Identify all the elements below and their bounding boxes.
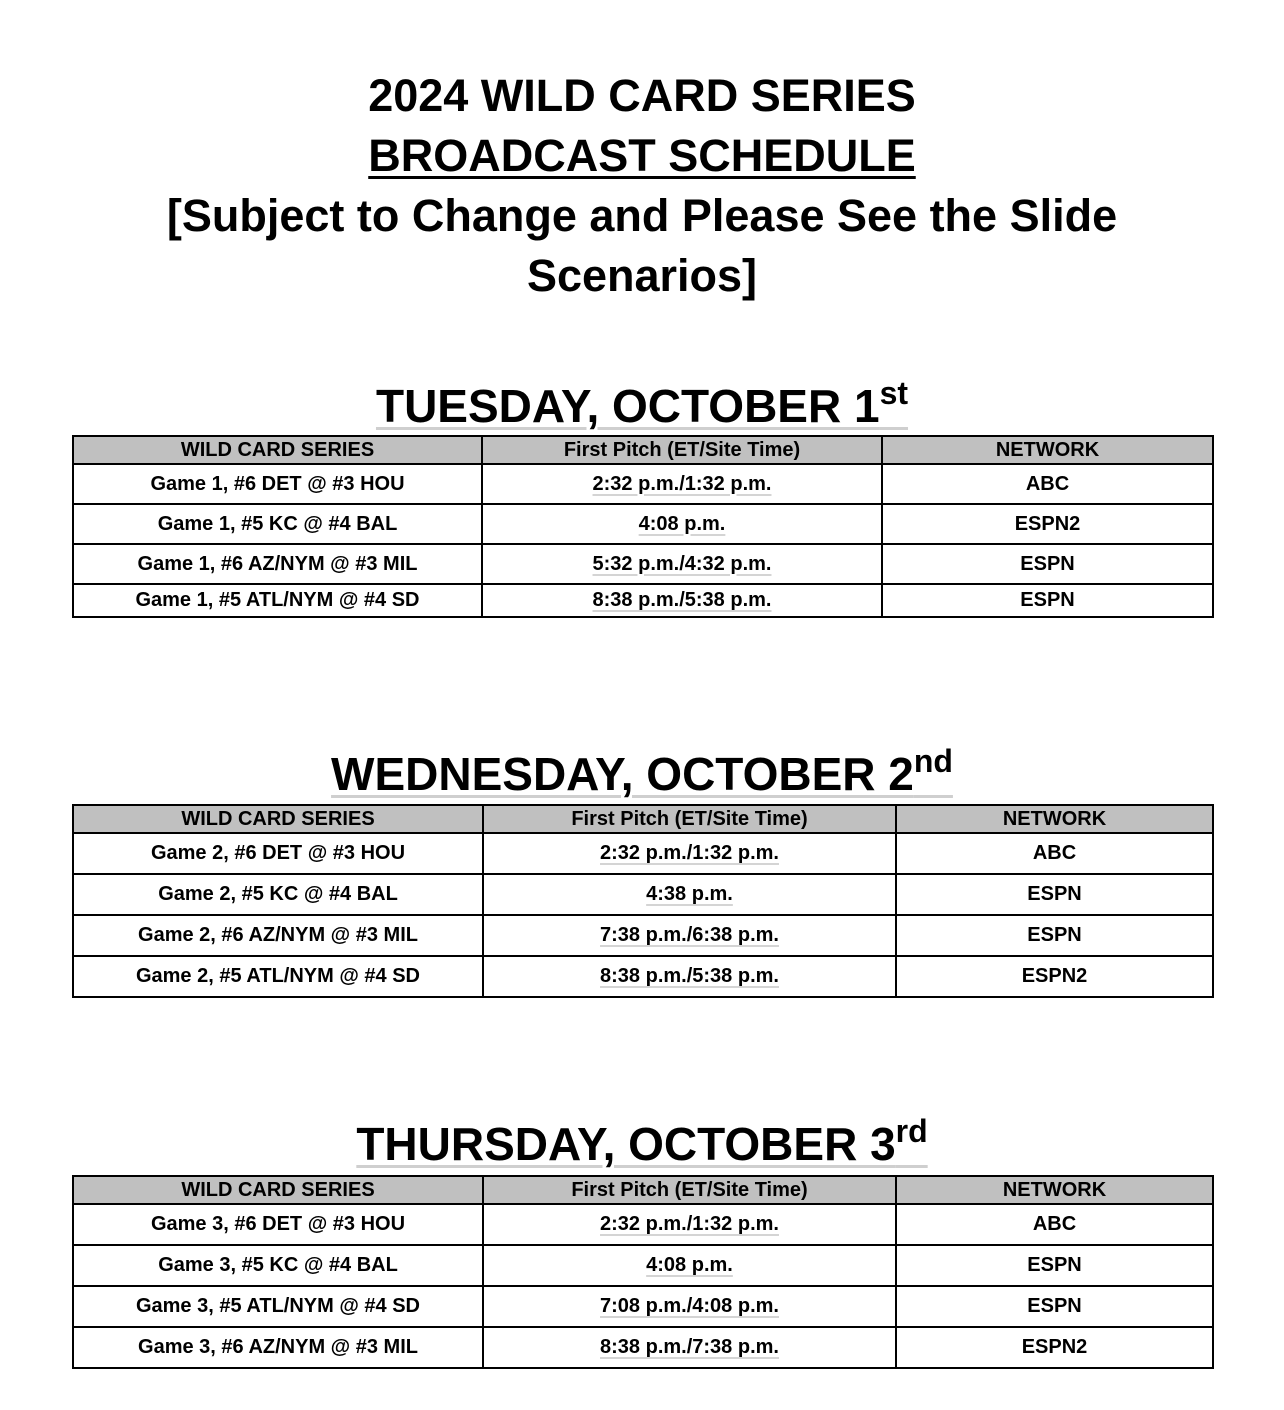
table-row — [73, 874, 1213, 915]
column-header-network: NETWORK — [882, 436, 1213, 464]
network-cell: ESPN — [882, 584, 1213, 617]
schedule-table-wednesday — [72, 804, 1214, 998]
day-heading-label: TUESDAY, OCTOBER 1 — [375, 380, 880, 432]
time-value: 4:08 p.m. — [646, 1254, 733, 1276]
time-value: 2:32 p.m./1:32 p.m. — [600, 1213, 779, 1235]
network-cell: ESPN — [896, 1245, 1213, 1286]
network-cell: ABC — [882, 464, 1213, 504]
network-cell: ESPN2 — [882, 504, 1213, 544]
time-cell — [483, 1327, 896, 1368]
title-line-2 — [0, 126, 1284, 186]
time-value: 7:38 p.m./6:38 p.m. — [600, 924, 779, 946]
game-cell: Game 3, #6 DET @ #3 HOU — [73, 1204, 483, 1245]
table-row — [73, 1327, 1213, 1368]
column-header-series: WILD CARD SERIES — [73, 805, 483, 833]
time-cell — [483, 915, 896, 956]
table-row — [73, 1245, 1213, 1286]
network-cell: ESPN2 — [896, 1327, 1213, 1368]
time-cell — [482, 544, 882, 584]
time-cell — [482, 584, 882, 617]
game-cell: Game 2, #6 AZ/NYM @ #3 MIL — [73, 915, 483, 956]
table-row — [73, 956, 1213, 997]
day-heading-label: WEDNESDAY, OCTOBER 2 — [331, 748, 914, 800]
time-cell — [483, 833, 896, 874]
game-cell: Game 1, #5 KC @ #4 BAL — [73, 504, 482, 544]
game-cell: Game 3, #5 KC @ #4 BAL — [73, 1245, 483, 1286]
day-heading-text — [375, 375, 909, 432]
schedule-table-thursday — [72, 1175, 1214, 1369]
table-row — [73, 915, 1213, 956]
network-cell: ESPN — [896, 874, 1213, 915]
time-value: 8:38 p.m./5:38 p.m. — [592, 589, 772, 611]
time-cell — [482, 464, 882, 504]
table-header-row — [73, 805, 1213, 833]
table-row — [73, 1286, 1213, 1327]
time-value: 4:38 p.m. — [646, 883, 733, 905]
document-title — [0, 66, 1284, 306]
column-header-first-pitch: First Pitch (ET/Site Time) — [483, 805, 896, 833]
day-heading-text — [356, 1113, 928, 1170]
table-row — [73, 464, 1213, 504]
time-value: 5:32 p.m./4:32 p.m. — [592, 552, 772, 575]
day-ordinal-suffix: st — [879, 375, 909, 411]
game-cell: Game 3, #5 ATL/NYM @ #4 SD — [73, 1286, 483, 1327]
table-header-row — [73, 1176, 1213, 1204]
time-cell — [483, 1286, 896, 1327]
time-value: 7:08 p.m./4:08 p.m. — [600, 1295, 779, 1317]
network-cell: ESPN2 — [896, 956, 1213, 997]
day-ordinal-suffix: nd — [913, 743, 953, 779]
network-cell: ESPN — [882, 544, 1213, 584]
day-heading-thursday — [0, 1113, 1284, 1170]
game-cell: Game 1, #6 AZ/NYM @ #3 MIL — [73, 544, 482, 584]
day-heading-label: THURSDAY, OCTOBER 3 — [356, 1118, 896, 1170]
column-header-series: WILD CARD SERIES — [73, 436, 482, 464]
table-header-row — [73, 436, 1213, 464]
title-line-2-text: BROADCAST SCHEDULE — [368, 130, 916, 181]
game-cell: Game 1, #6 DET @ #3 HOU — [73, 464, 482, 504]
day-heading-text — [331, 743, 953, 800]
column-header-network: NETWORK — [896, 1176, 1213, 1204]
column-header-first-pitch: First Pitch (ET/Site Time) — [483, 1176, 896, 1204]
time-value: 8:38 p.m./5:38 p.m. — [600, 965, 779, 987]
network-cell: ABC — [896, 1204, 1213, 1245]
game-cell: Game 3, #6 AZ/NYM @ #3 MIL — [73, 1327, 483, 1368]
game-cell: Game 2, #5 KC @ #4 BAL — [73, 874, 483, 915]
table-row — [73, 504, 1213, 544]
table-row — [73, 833, 1213, 874]
column-header-series: WILD CARD SERIES — [73, 1176, 483, 1204]
title-line-4: Scenarios] — [526, 250, 758, 301]
time-cell — [483, 874, 896, 915]
time-cell — [483, 1204, 896, 1245]
day-heading-wednesday — [0, 743, 1284, 800]
time-value: 4:08 p.m. — [638, 512, 726, 535]
title-line-3: [Subject to Change and Please See the Slide — [166, 190, 1118, 241]
day-ordinal-suffix: rd — [895, 1113, 928, 1149]
game-cell: Game 1, #5 ATL/NYM @ #4 SD — [73, 584, 482, 617]
time-cell — [483, 956, 896, 997]
network-cell: ESPN — [896, 1286, 1213, 1327]
table-row — [73, 584, 1213, 617]
schedule-table-tuesday — [72, 435, 1214, 618]
game-cell: Game 2, #5 ATL/NYM @ #4 SD — [73, 956, 483, 997]
time-cell — [482, 504, 882, 544]
table-row — [73, 544, 1213, 584]
title-line-1: 2024 WILD CARD SERIES — [368, 70, 916, 121]
column-header-first-pitch: First Pitch (ET/Site Time) — [482, 436, 882, 464]
time-cell — [483, 1245, 896, 1286]
time-value: 8:38 p.m./7:38 p.m. — [600, 1336, 779, 1358]
time-value: 2:32 p.m./1:32 p.m. — [600, 842, 779, 864]
column-header-network: NETWORK — [896, 805, 1213, 833]
network-cell: ABC — [896, 833, 1213, 874]
network-cell: ESPN — [896, 915, 1213, 956]
time-value: 2:32 p.m./1:32 p.m. — [592, 472, 772, 495]
game-cell: Game 2, #6 DET @ #3 HOU — [73, 833, 483, 874]
day-heading-tuesday — [0, 375, 1284, 432]
table-row — [73, 1204, 1213, 1245]
